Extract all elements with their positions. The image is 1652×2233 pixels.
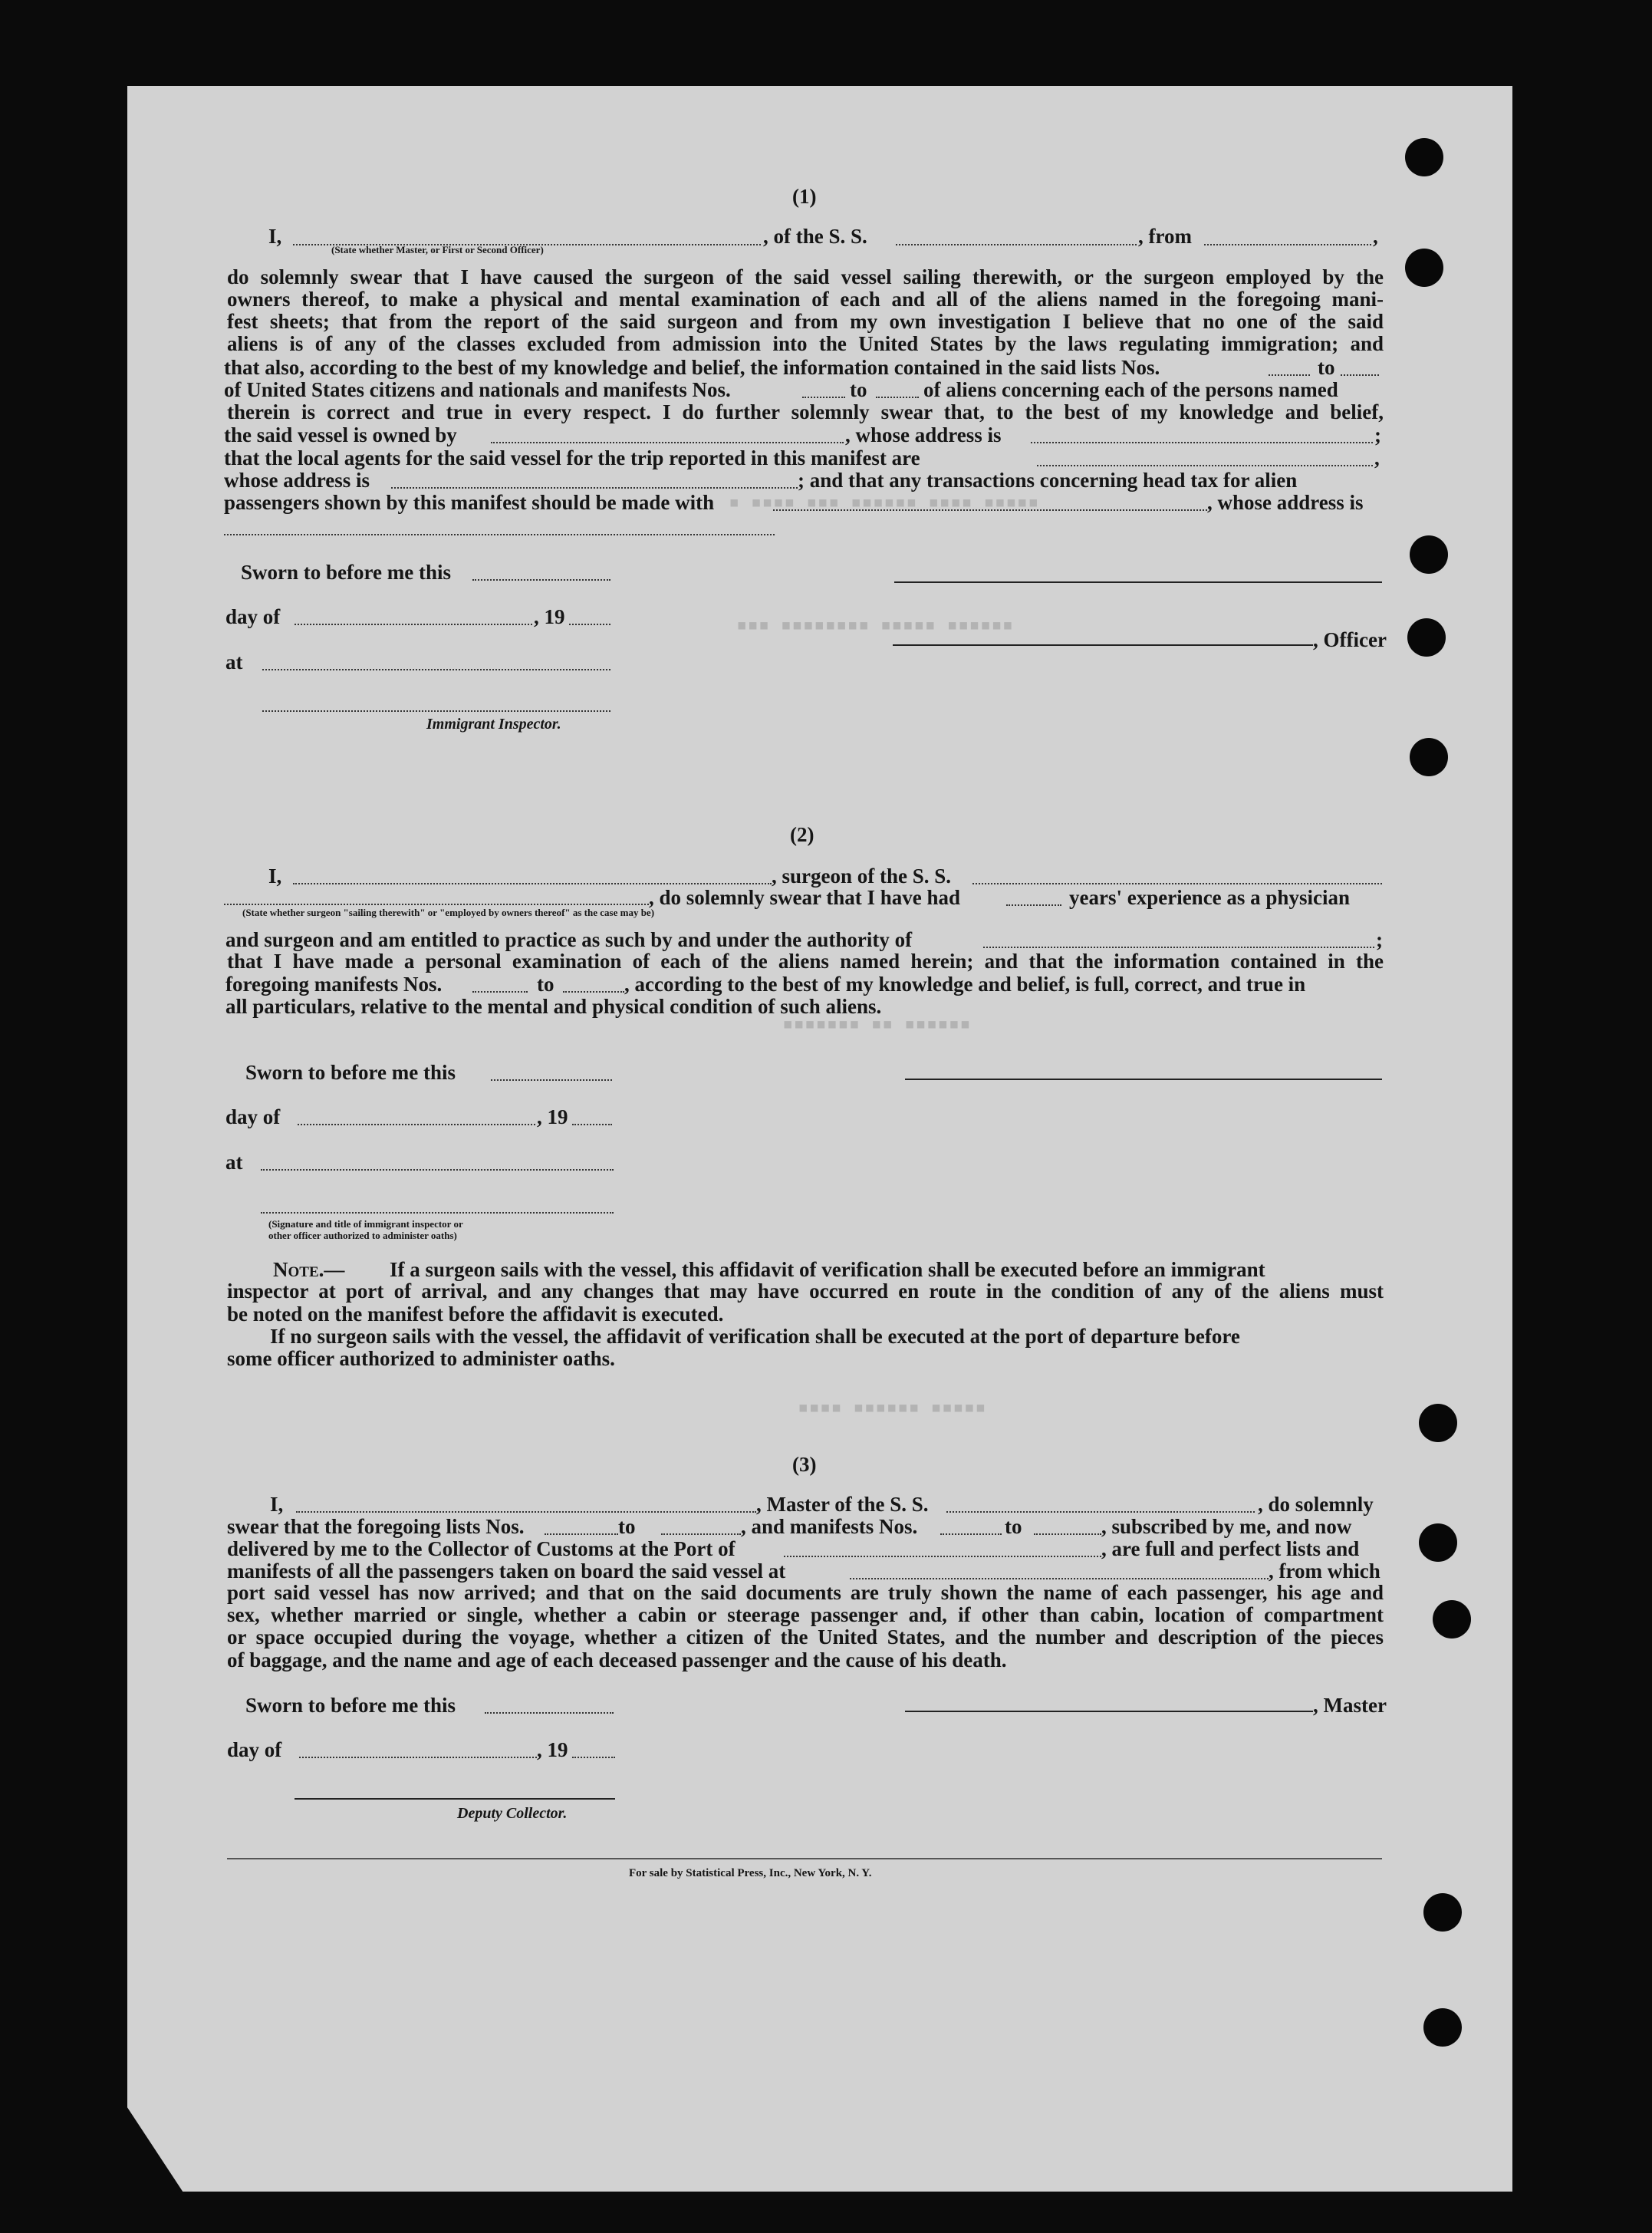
text: , 19	[537, 1738, 568, 1761]
text: swear that the foregoing lists Nos.	[227, 1515, 525, 1538]
blank-manifests-to-3[interactable]	[1034, 1533, 1101, 1535]
text: , 19	[537, 1105, 568, 1128]
text: , Master of the S. S.	[756, 1493, 929, 1516]
blank-year-3[interactable]	[572, 1757, 615, 1758]
blank-manifest-from[interactable]	[802, 397, 845, 398]
blank-head-tax-party[interactable]	[773, 509, 1207, 511]
text-line: some officer authorized to administer oaths.	[227, 1347, 615, 1370]
blank-vessel-name-3[interactable]	[946, 1511, 1255, 1513]
text: Sworn to before me this	[245, 1694, 456, 1717]
text: , Master	[1313, 1694, 1387, 1717]
text: day of	[225, 605, 281, 628]
text-line: therein is correct and true in every respect. I do further solemnly swear that, to the best of my knowledge and belief,	[227, 400, 1384, 423]
text: delivered by me to the Collector of Customs at the Port of	[227, 1537, 736, 1560]
blank-sworn-day-3[interactable]	[485, 1712, 614, 1714]
text-line: inspector at port of arrival, and any changes that may have occurred en route in the condition of any of the aliens must	[227, 1280, 1384, 1303]
signature-caption: (Signature and title of immigrant inspector or	[268, 1218, 463, 1230]
text: , do solemnly	[1258, 1493, 1374, 1516]
binder-hole	[1419, 1523, 1457, 1562]
section-3-heading: (3)	[792, 1453, 817, 1476]
blank-manifest-from-2[interactable]	[472, 991, 528, 993]
footer-rule	[227, 1858, 1382, 1859]
note-label	[273, 1258, 344, 1281]
blank-lists-to[interactable]	[661, 1533, 741, 1535]
blank-years[interactable]	[1006, 904, 1061, 906]
text: that also, according to the best of my knowledge and belief, the information contained in the said lists Nos.	[224, 356, 1160, 379]
text: at	[225, 650, 243, 674]
text-line: owners thereof, to make a physical and mental examination of each and all of the aliens named in the foregoing mani-	[227, 288, 1384, 311]
text: , surgeon of the S. S.	[772, 865, 952, 888]
text: day of	[225, 1105, 281, 1128]
master-signature-line[interactable]	[905, 1711, 1313, 1712]
blank-manifest-to-2[interactable]	[563, 991, 624, 993]
text: , and manifests Nos.	[741, 1515, 918, 1538]
text: the said vessel is owned by	[224, 423, 457, 446]
collector-signature-line[interactable]	[295, 1798, 615, 1800]
text-line: do solemnly swear that I have caused the surgeon of the said vessel sailing therewith, or the surgeon employed by the	[227, 265, 1384, 288]
text: , of the S. S.	[763, 225, 867, 248]
blank-manifest-to[interactable]	[876, 397, 919, 398]
surgeon-signature-line[interactable]	[905, 1079, 1382, 1080]
binder-hole	[1407, 618, 1446, 657]
field-note: (State whether surgeon "sailing therewith" or "employed by owners thereof" as the case may be)	[242, 907, 655, 918]
inspector-signature-line[interactable]	[262, 710, 610, 712]
text: Sworn to before me this	[241, 561, 451, 584]
binder-hole	[1410, 738, 1448, 776]
show-through-text: ▪▪▪▪▪▪▪ ▪▪ ▪▪▪▪▪▪	[782, 1013, 971, 1034]
text-line: of baggage, and the name and age of each deceased passenger and the cause of his death.	[227, 1648, 1007, 1671]
binder-hole	[1419, 1404, 1457, 1442]
blank-place-2[interactable]	[261, 1169, 614, 1171]
text: to	[1005, 1515, 1022, 1538]
blank-sworn-day[interactable]	[472, 579, 610, 581]
text: of United States citizens and nationals and manifests Nos.	[224, 378, 731, 401]
blank-list-to[interactable]	[1341, 374, 1379, 376]
signature-caption: Immigrant Inspector.	[426, 716, 561, 733]
binder-hole	[1405, 249, 1443, 287]
text: whose address is	[224, 469, 370, 492]
text: at	[225, 1151, 243, 1174]
text: ;	[1374, 423, 1381, 446]
blank-surgeon-name[interactable]	[293, 883, 772, 884]
blank-local-agents[interactable]	[1037, 465, 1373, 466]
text: ,	[1374, 446, 1380, 469]
text: , from which	[1269, 1559, 1381, 1583]
blank-port[interactable]	[784, 1556, 1101, 1557]
binder-hole	[1423, 2008, 1462, 2047]
text-line: If no surgeon sails with the vessel, the affidavit of verification shall be executed at the port of departure before	[270, 1325, 1240, 1348]
officer-signature-line[interactable]	[893, 644, 1313, 646]
text: that the local agents for the said vessel for the trip reported in this manifest are	[224, 446, 920, 469]
section-1-heading: (1)	[792, 185, 817, 208]
note-label-text: Note.	[273, 1258, 324, 1281]
blank-surgeon-status[interactable]	[224, 904, 649, 905]
text: all particulars, relative to the mental and physical condition of such aliens.	[225, 995, 882, 1018]
text: years' experience as a physician	[1069, 886, 1350, 909]
text: I,	[268, 225, 282, 248]
blank-authority[interactable]	[983, 947, 1374, 948]
signature-caption: other officer authorized to administer oaths)	[268, 1230, 457, 1241]
blank-lists-from[interactable]	[545, 1533, 618, 1535]
blank-month[interactable]	[295, 624, 532, 625]
text-line: or space occupied during the voyage, whether a citizen of the United States, and the number and description of the pieces	[227, 1625, 1384, 1648]
text: passengers shown by this manifest should be made with	[224, 491, 715, 514]
section-2-heading: (2)	[790, 823, 814, 846]
blank-sworn-day-2[interactable]	[491, 1079, 612, 1081]
blank-owner-address[interactable]	[1031, 442, 1373, 443]
text: , whose address is	[1207, 491, 1364, 514]
note-dash: —	[324, 1258, 345, 1281]
blank-month-2[interactable]	[298, 1124, 535, 1125]
blank-embark-port[interactable]	[850, 1578, 1269, 1579]
text: , 19	[534, 605, 565, 628]
blank-vessel-name-2[interactable]	[972, 883, 1382, 884]
text-line: that I have made a personal examination of each of the aliens named herein; and that the information contained in the	[227, 950, 1384, 973]
text: to	[1318, 356, 1335, 379]
text: to	[850, 378, 867, 401]
text: of aliens concerning each of the persons named	[923, 378, 1338, 401]
text: , are full and perfect lists and	[1101, 1537, 1360, 1560]
text: to	[618, 1515, 636, 1538]
text: to	[537, 973, 555, 996]
text-line: If a surgeon sails with the vessel, this affidavit of verification shall be executed before an immigrant	[390, 1258, 1265, 1281]
field-note: (State whether Master, or First or Second Officer)	[331, 244, 544, 255]
printer-imprint: For sale by Statistical Press, Inc., New York, N. Y.	[629, 1867, 872, 1879]
text-line: port said vessel has now arrived; and that on the said documents are truly shown the name of each passenger, his age and	[227, 1581, 1384, 1604]
blank-vessel-name[interactable]	[896, 244, 1137, 245]
show-through-text: ▪ ▪▪▪▪ ▪▪▪ ▪▪▪▪▪▪ ▪▪▪▪ ▪▪▪▪▪	[729, 491, 1039, 512]
signature-caption: Deputy Collector.	[457, 1805, 568, 1822]
text-line: aliens is of any of the classes excluded from admission into the United States by the laws regulating immigration; and	[227, 332, 1384, 355]
text-line: fest sheets; that from the report of the said surgeon and from my own investigation I believe that no one of the said	[227, 310, 1384, 333]
show-through-text: ▪▪▪▪ ▪▪▪▪▪▪ ▪▪▪▪▪	[798, 1396, 986, 1418]
signature-line[interactable]	[894, 581, 1382, 583]
text: , whose address is	[845, 423, 1002, 446]
text-line: sex, whether married or single, whether a cabin or steerage passenger and, if other than cabin, location of compartment	[227, 1603, 1384, 1626]
blank-owner[interactable]	[491, 442, 844, 443]
officer-signature-line[interactable]	[261, 1212, 614, 1214]
blank-year-2[interactable]	[572, 1124, 612, 1125]
blank-month-3[interactable]	[299, 1757, 537, 1758]
text: , subscribed by me, and now	[1101, 1515, 1352, 1538]
text: , from	[1138, 225, 1192, 248]
text: day of	[227, 1738, 282, 1761]
text: , according to the best of my knowledge and belief, is full, correct, and true in	[624, 973, 1306, 996]
blank-place[interactable]	[262, 669, 610, 670]
text: I,	[270, 1493, 284, 1516]
binder-hole	[1433, 1600, 1471, 1639]
text: ;	[1376, 928, 1383, 951]
text: Sworn to before me this	[245, 1061, 456, 1084]
blank-list-from[interactable]	[1269, 374, 1310, 376]
text: I,	[268, 865, 282, 888]
text: ,	[1373, 225, 1378, 248]
binder-hole	[1410, 535, 1448, 574]
binder-hole	[1405, 138, 1443, 176]
blank-year[interactable]	[569, 624, 610, 625]
text: ; and that any transactions concerning head tax for alien	[798, 469, 1298, 492]
show-through-text: ▪▪▪ ▪▪▪▪▪▪▪▪ ▪▪▪▪▪ ▪▪▪▪▪▪	[736, 614, 1014, 635]
blank-agents-address[interactable]	[391, 487, 798, 489]
blank-master-name[interactable]	[296, 1511, 756, 1513]
binder-hole	[1423, 1893, 1462, 1932]
blank-head-tax-address[interactable]	[224, 534, 775, 535]
text: , Officer	[1313, 628, 1387, 651]
text: and surgeon and am entitled to practice as such by and under the authority of	[225, 928, 913, 951]
text: , do solemnly swear that I have had	[649, 886, 961, 909]
blank-manifests-from-3[interactable]	[940, 1533, 1002, 1535]
blank-from-port[interactable]	[1204, 244, 1371, 245]
text: manifests of all the passengers taken on board the said vessel at	[227, 1559, 786, 1583]
text-line: be noted on the manifest before the affidavit is executed.	[227, 1303, 724, 1326]
text: foregoing manifests Nos.	[225, 973, 443, 996]
